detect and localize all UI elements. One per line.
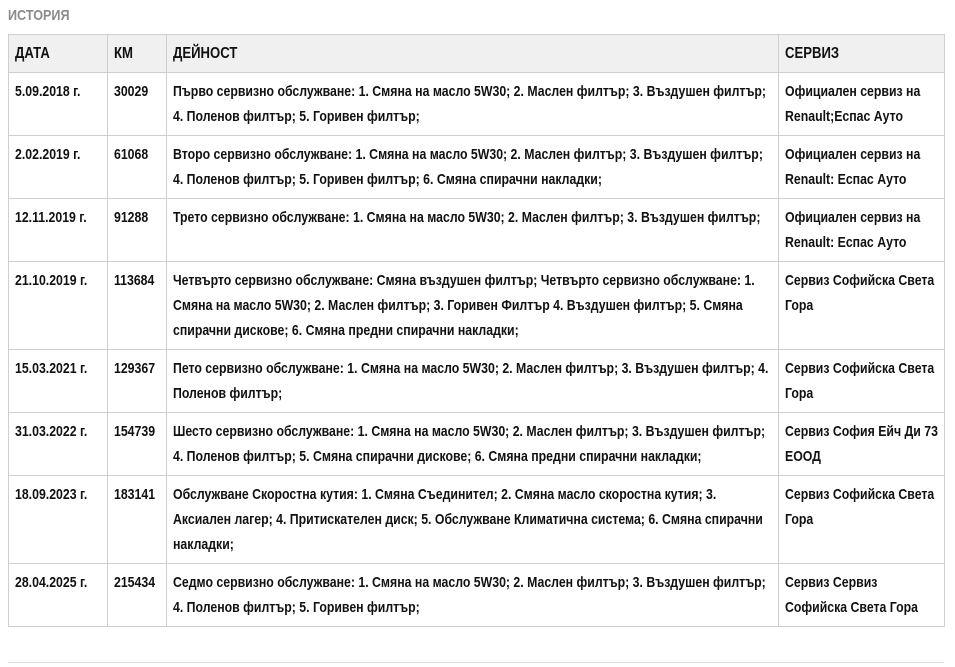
cell-service: Сервиз Сервиз Софийска Света Гора <box>779 564 945 627</box>
cell-date: 12.11.2019 г. <box>9 199 108 262</box>
header-service: СЕРВИЗ <box>779 35 945 73</box>
cell-date: 18.09.2023 г. <box>9 476 108 564</box>
table-header <box>9 35 945 73</box>
cell-service: Сервиз Софийска Света Гора <box>779 476 945 564</box>
cell-service: Официален сервиз на Renault: Еспас Ауто <box>779 136 945 199</box>
table-row <box>9 476 945 564</box>
cell-km: 113684 <box>108 262 167 350</box>
cell-activity: Шесто сервизно обслужване: 1. Смяна на масло 5W30; 2. Маслен филтър; 3. Въздушен филтър; 4. Поленов филтър; 5. Смяна спирачни дискове; 6. Смяна предни спирачни накладки; <box>167 413 779 476</box>
cell-activity: Четвърто сервизно обслужване: Смяна въздушен филтър; Четвърто сервизно обслужване: 1. Смяна на масло 5W30; 2. Маслен филтър; 3. Горивен Филтър 4. Въздушен филтър; 5. Смяна спирачни дискове; 6. Смяна предни спирачни накладки; <box>167 262 779 350</box>
table-row <box>9 136 945 199</box>
cell-service: Сервиз София Ейч Ди 73 ЕООД <box>779 413 945 476</box>
cell-km: 215434 <box>108 564 167 627</box>
section-title: ИСТОРИЯ <box>8 7 70 24</box>
cell-activity: Трето сервизно обслужване: 1. Смяна на масло 5W30; 2. Маслен филтър; 3. Въздушен филтър; <box>167 199 779 262</box>
table-row <box>9 350 945 413</box>
table-row <box>9 262 945 350</box>
table-row <box>9 73 945 136</box>
cell-activity: Седмо сервизно обслужване: 1. Смяна на масло 5W30; 2. Маслен филтър; 3. Въздушен филтър; 4. Поленов филтър; 5. Горивен филтър; <box>167 564 779 627</box>
cell-date: 2.02.2019 г. <box>9 136 108 199</box>
cell-activity: Пето сервизно обслужване: 1. Смяна на масло 5W30; 2. Маслен филтър; 3. Въздушен филтър; 4. Поленов филтър; <box>167 350 779 413</box>
table-row <box>9 413 945 476</box>
cell-km: 61068 <box>108 136 167 199</box>
cell-activity: Първо сервизно обслужване: 1. Смяна на масло 5W30; 2. Маслен филтър; 3. Въздушен филтър; 4. Поленов филтър; 5. Горивен филтър; <box>167 73 779 136</box>
cell-km: 129367 <box>108 350 167 413</box>
cell-date: 15.03.2021 г. <box>9 350 108 413</box>
cell-km: 154739 <box>108 413 167 476</box>
cell-date: 5.09.2018 г. <box>9 73 108 136</box>
cell-date: 21.10.2019 г. <box>9 262 108 350</box>
bottom-divider <box>8 662 944 663</box>
cell-km: 183141 <box>108 476 167 564</box>
cell-service: Официален сервиз на Renault: Еспас Ауто <box>779 199 945 262</box>
service-history-table <box>8 34 945 627</box>
table-body <box>9 73 945 627</box>
cell-date: 28.04.2025 г. <box>9 564 108 627</box>
header-date: ДАТА <box>9 35 108 73</box>
cell-service: Сервиз Софийска Света Гора <box>779 262 945 350</box>
cell-activity: Второ сервизно обслужване: 1. Смяна на масло 5W30; 2. Маслен филтър; 3. Въздушен филтър; 4. Поленов филтър; 5. Горивен филтър; 6. Смяна спирачни накладки; <box>167 136 779 199</box>
cell-km: 30029 <box>108 73 167 136</box>
cell-service: Сервиз Софийска Света Гора <box>779 350 945 413</box>
cell-service: Официален сервиз на Renault;Еспас Ауто <box>779 73 945 136</box>
header-km: КМ <box>108 35 167 73</box>
cell-date: 31.03.2022 г. <box>9 413 108 476</box>
table-row <box>9 564 945 627</box>
header-row <box>9 35 945 73</box>
cell-km: 91288 <box>108 199 167 262</box>
cell-activity: Обслужване Скоростна кутия: 1. Смяна Съединител; 2. Смяна масло скоростна кутия; 3. Аксиален лагер; 4. Притискателен диск; 5. Обслужване Климатична система; 6. Смяна спирачни накладки; <box>167 476 779 564</box>
header-activity: ДЕЙНОСТ <box>167 35 779 73</box>
table-row <box>9 199 945 262</box>
